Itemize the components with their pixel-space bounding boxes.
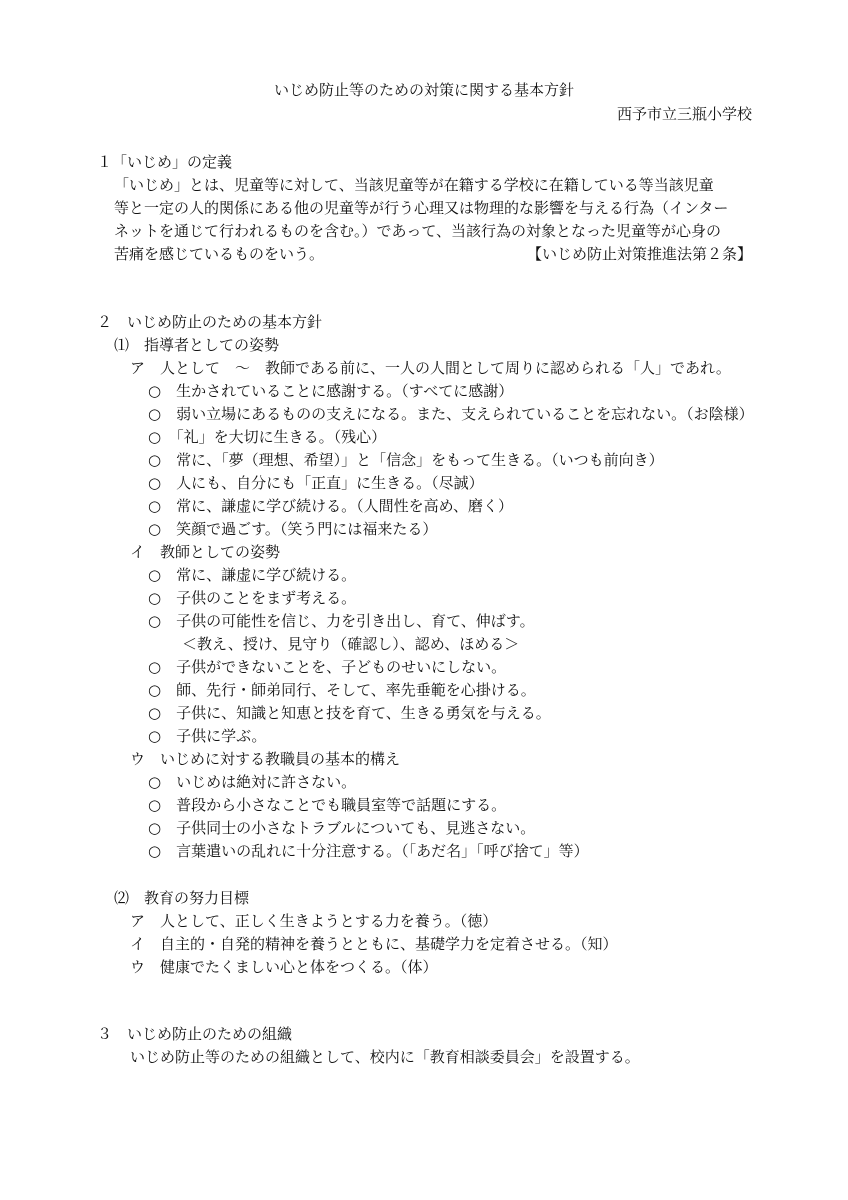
section1-line-1: 「いじめ」とは、児童等に対して、当該児童等が在籍する学校に在籍している等当該児童 bbox=[114, 176, 714, 194]
list-item: ○ 人にも、自分にも「正直」に生きる。（尽誠） bbox=[148, 474, 484, 492]
section3-text: いじめ防止等のための組織として、校内に「教育相談委員会」を設置する。 bbox=[130, 1048, 640, 1066]
section2-heading: ２ いじめ防止のための基本方針 bbox=[97, 313, 323, 331]
list-item: ○ 弱い立場にあるものの支えになる。また、支えられていることを忘れない。（お陰様） bbox=[148, 405, 754, 423]
section1-line-4: 苦痛を感じているものをいう。 bbox=[114, 245, 325, 263]
list-item-note: ＜教え、授け、見守り（確認し）、認め、ほめる＞ bbox=[182, 635, 520, 653]
section1-line-3: ネットを通じて行われるものを含む。）であって、当該行為の対象となった児童等が心身の bbox=[114, 222, 722, 240]
section3-heading: ３ いじめ防止のための組織 bbox=[97, 1025, 293, 1043]
item-u-heading: ウ いじめに対する教職員の基本的構え bbox=[130, 750, 401, 768]
item-a-heading: ア 人として ～ 教師である前に、一人の人間として周りに認められる「人」であれ。 bbox=[130, 359, 731, 377]
list-item: ○ 普段から小さなことでも職員室等で話題にする。 bbox=[148, 796, 507, 814]
list-item: ○ 「礼」を大切に生きる。（残心） bbox=[148, 428, 387, 446]
list-item: ○ 子供同士の小さなトラブルについても、見逃さない。 bbox=[148, 819, 536, 837]
list-item: ○ いじめは絶対に許さない。 bbox=[148, 773, 357, 791]
section1-heading: １「いじめ」の定義 bbox=[97, 153, 233, 171]
list-item: ○ 言葉遣いの乱れに十分注意する。（「あだ名」「呼び捨て」等） bbox=[148, 842, 589, 860]
subsection1-heading: ⑴ 指導者としての姿勢 bbox=[114, 336, 280, 354]
item-i-heading: イ 教師としての姿勢 bbox=[130, 543, 281, 561]
goal-item: ア 人として、正しく生きようとする力を養う。（徳） bbox=[130, 912, 498, 930]
goal-item: イ 自主的・自発的精神を養うとともに、基礎学力を定着させる。（知） bbox=[130, 935, 618, 953]
document-title: いじめ防止等のための対策に関する基本方針 bbox=[273, 81, 574, 99]
list-item: ○ 常に、「夢（理想、希望）」と「信念」をもって生きる。（いつも前向き） bbox=[148, 451, 664, 469]
law-reference: 【いじめ防止対策推進法第２条】 bbox=[526, 245, 752, 263]
list-item: ○ 師、先行・師弟同行、そして、率先垂範を心掛ける。 bbox=[148, 681, 536, 699]
list-item: ○ 子供の可能性を信じ、力を引き出し、育て、伸ばす。 bbox=[148, 612, 535, 630]
list-item: ○ 子供ができないことを、子どものせいにしない。 bbox=[148, 658, 507, 676]
goal-item: ウ 健康でたくましい心と体をつくる。（体） bbox=[130, 958, 438, 976]
list-item: ○ 笑顔で過ごす。（笑う門には福来たる） bbox=[148, 520, 438, 538]
list-item: ○ 常に、謙虚に学び続ける。 bbox=[148, 566, 357, 584]
subsection2-heading: ⑵ 教育の努力目標 bbox=[114, 889, 250, 907]
list-item: ○ 子供に学ぶ。 bbox=[148, 727, 267, 745]
list-item: ○ 生かされていることに感謝する。（すべてに感謝） bbox=[148, 382, 514, 400]
list-item: ○ 子供に、知識と知恵と技を育て、生きる勇気を与える。 bbox=[148, 704, 551, 722]
list-item: ○ 子供のことをまず考える。 bbox=[148, 589, 357, 607]
section1-line-2: 等と一定の人的関係にある他の児童等が行う心理又は物理的な影響を与える行為（インター bbox=[114, 199, 729, 217]
school-name: 西予市立三瓶小学校 bbox=[616, 105, 752, 123]
list-item: ○ 常に、謙虚に学び続ける。（人間性を高め、磨く） bbox=[148, 497, 513, 515]
